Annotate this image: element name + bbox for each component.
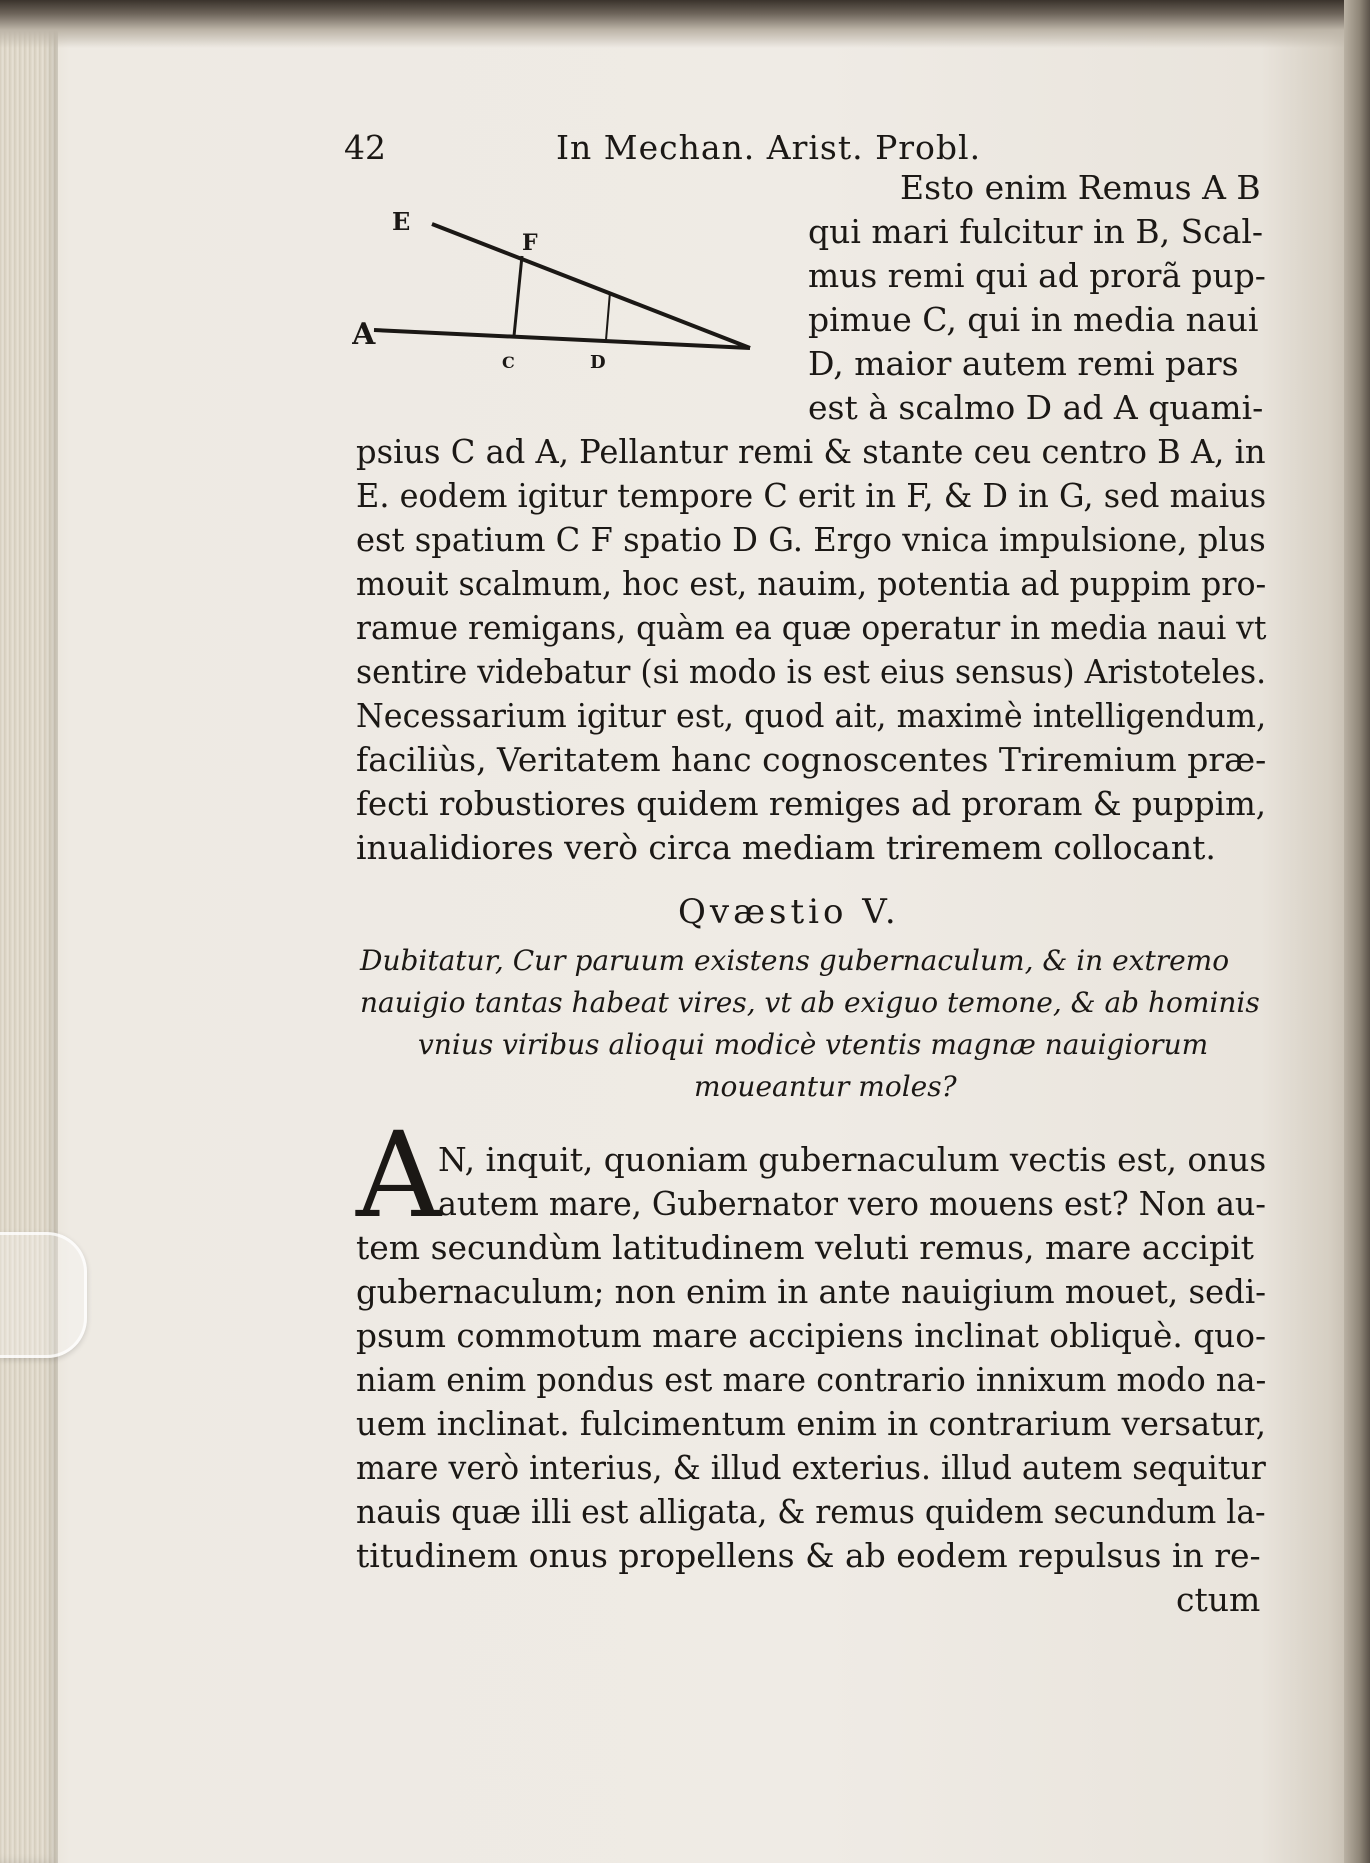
- p1-line-11: ramue remigans, quàm ea quæ operatur in media naui vt: [356, 608, 1267, 647]
- diagram-label-a: A: [352, 317, 376, 352]
- top-shadow: [0, 0, 1370, 48]
- question-line-4: moueantur moles?: [694, 1070, 957, 1103]
- diagram-line-dg: [606, 292, 610, 340]
- p1-line-13: Necessarium igitur est, quod ait, maximè intelligendum,: [356, 696, 1267, 735]
- page-clip: [0, 1232, 87, 1358]
- diagram-line-cf: [514, 256, 522, 336]
- p1-line-9: est spatium C F spatio D G. Ergo vnica impulsione, plus: [356, 520, 1266, 559]
- running-head: In Mechan. Arist. Probl.: [556, 128, 982, 167]
- oar-diagram: [352, 208, 762, 388]
- p1-line-4: pimue C, qui in media naui: [808, 300, 1259, 339]
- p2-line-2: autem mare, Gubernator vero mouens est? Non au-: [438, 1184, 1267, 1223]
- p1-line-14: faciliùs, Veritatem hanc cognoscentes Triremium præ-: [356, 740, 1267, 779]
- p2-line-10: titudinem onus propellens & ab eodem repulsus in re-: [356, 1536, 1261, 1575]
- drop-cap: A: [356, 1106, 442, 1244]
- p1-line-3: mus remi qui ad prorã pup-: [808, 256, 1266, 295]
- p2-line-1: N, inquit, quoniam gubernaculum vectis est, onus: [438, 1140, 1267, 1179]
- p1-line-1: Esto enim Remus A B: [900, 168, 1261, 207]
- p1-line-2: qui mari fulcitur in B, Scal-: [808, 212, 1264, 251]
- p1-line-7: psius C ad A, Pellantur remi & stante ceu centro B A, in: [356, 432, 1266, 471]
- p2-line-3: tem secundùm latitudinem veluti remus, mare accipit: [356, 1228, 1254, 1267]
- p1-line-15: fecti robustiores quidem remiges ad proram & puppim,: [356, 784, 1267, 823]
- page-number: 42: [344, 128, 386, 167]
- p1-line-6: est à scalmo D ad A quami-: [808, 388, 1264, 427]
- question-line-2: nauigio tantas habeat vires, vt ab exiguo temone, & ab hominis: [360, 986, 1260, 1019]
- p1-line-16: inualidiores verò circa mediam triremem collocant.: [356, 828, 1216, 867]
- p2-catchword: ctum: [1176, 1580, 1261, 1619]
- p1-line-10: mouit scalmum, hoc est, nauim, potentia ad puppim pro-: [356, 564, 1267, 603]
- diagram-line-eb: [432, 224, 750, 348]
- right-gutter: [1344, 0, 1370, 1863]
- p2-line-9: nauis quæ illi est alligata, & remus quidem secundum la-: [356, 1492, 1266, 1531]
- p2-line-5: psum commotum mare accipiens inclinat obliquè. quo-: [356, 1316, 1267, 1355]
- diagram-label-d: D: [590, 352, 606, 373]
- diagram-label-e: E: [392, 208, 411, 236]
- p1-line-12: sentire videbatur (si modo is est eius sensus) Aristoteles.: [356, 652, 1267, 691]
- diagram-line-ab: [374, 330, 750, 348]
- p2-line-8: mare verò interius, & illud exterius. illud autem sequitur: [356, 1448, 1266, 1487]
- p2-line-7: uem inclinat. fulcimentum enim in contrarium versatur,: [356, 1404, 1266, 1443]
- page-edges: [0, 0, 58, 1863]
- p2-line-4: gubernaculum; non enim in ante nauigium mouet, sedi-: [356, 1272, 1267, 1311]
- diagram-label-c: C: [502, 353, 515, 372]
- p2-line-6: niam enim pondus est mare contrario innixum modo na-: [356, 1360, 1267, 1399]
- diagram-label-f: F: [522, 230, 538, 256]
- question-line-1: Dubitatur, Cur paruum existens gubernaculum, & in extremo: [360, 944, 1230, 977]
- question-line-3: vnius viribus alioqui modicè vtentis magnæ nauigiorum: [418, 1028, 1209, 1061]
- question-title: Qvæstio V.: [678, 892, 900, 932]
- p1-line-5: D, maior autem remi pars: [808, 344, 1239, 383]
- p1-line-8: E. eodem igitur tempore C erit in F, & D in G, sed maius: [356, 476, 1267, 515]
